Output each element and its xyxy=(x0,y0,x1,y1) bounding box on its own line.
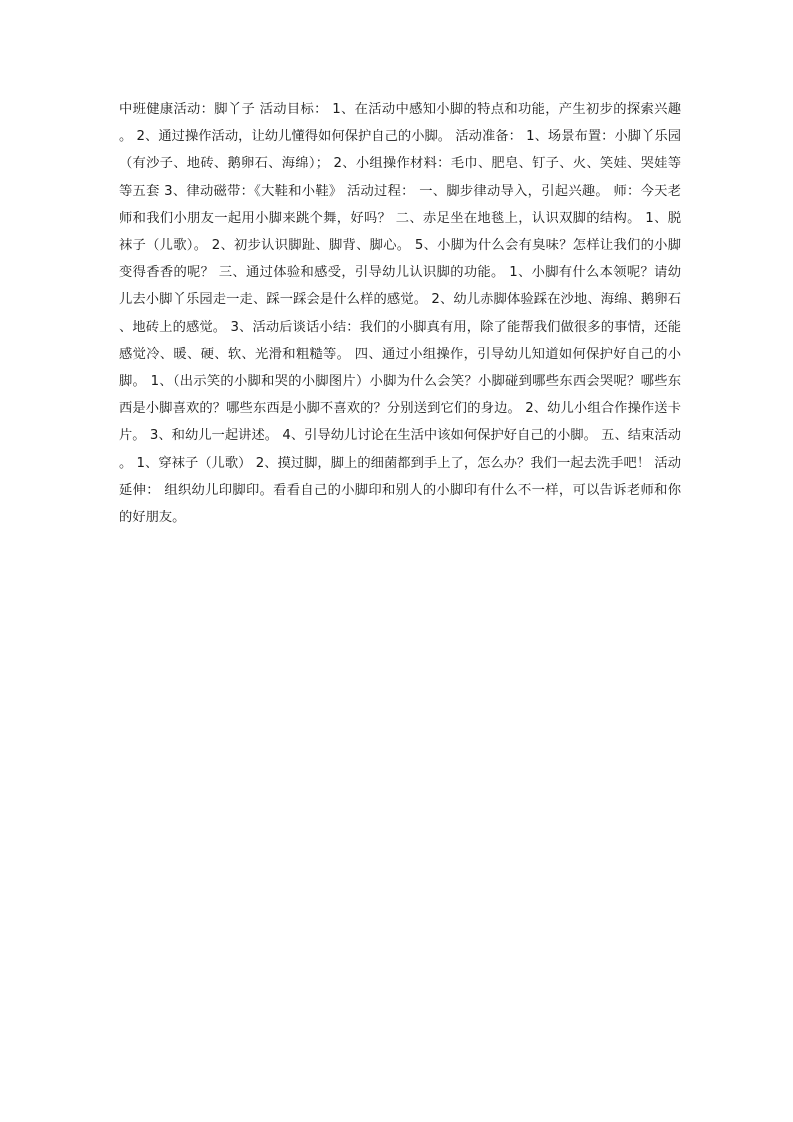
lesson-plan-text: 中班健康活动：脚丫子 活动目标： 1、在活动中感知小脚的特点和功能，产生初步的探索兴趣。 2、通过操作活动，让幼儿懂得如何保护自己的小脚。 活动准备： 1、场景布置：小脚丫乐园（有沙子、地砖、鹅卵石、海绵）； 2、小组操作材料：毛巾、肥皂、钉子、火、笑娃、哭娃等等五套 3、律动磁带：《大鞋和小鞋》 活动过程： 一、脚步律动导入，引起兴趣。 师：今天老师和我们小朋友一起用小脚来跳个舞，好吗？ 二、赤足坐在地毯上，认识双脚的结构。 1、脱袜子（儿歌）。 2、初步认识脚趾、脚背、脚心。 5、小脚为什么会有臭味？怎样让我们的小脚变得香香的呢？ 三、通过体验和感受，引导幼儿认识脚的功能。 1、小脚有什么本领呢？请幼儿去小脚丫乐园走一走、踩一踩会是什么样的感觉。 2、幼儿赤脚体验踩在沙地、海绵、鹅卵石、地砖上的感觉。 3、活动后谈话小结：我们的小脚真有用，除了能帮我们做很多的事情，还能感觉冷、暖、硬、软、光滑和粗糙等。 四、通过小组操作，引导幼儿知道如何保护好自己的小脚。 1、（出示笑的小脚和哭的小脚图片）小脚为什么会笑？小脚碰到哪些东西会哭呢？哪些东西是小脚喜欢的？哪些东西是小脚不喜欢的？分别送到它们的身边。 2、幼儿小组合作操作送卡片。 3、和幼儿一起讲述。 4、引导幼儿讨论在生活中该如何保护好自己的小脚。 五、结束活动。 1、穿袜子（儿歌） 2、摸过脚，脚上的细菌都到手上了，怎么办？我们一起去洗手吧！ 活动延伸： 组织幼儿印脚印。看看自己的小脚印和别人的小脚印有什么不一样，可以告诉老师和你的好朋友。 xyxy=(119,102,681,526)
